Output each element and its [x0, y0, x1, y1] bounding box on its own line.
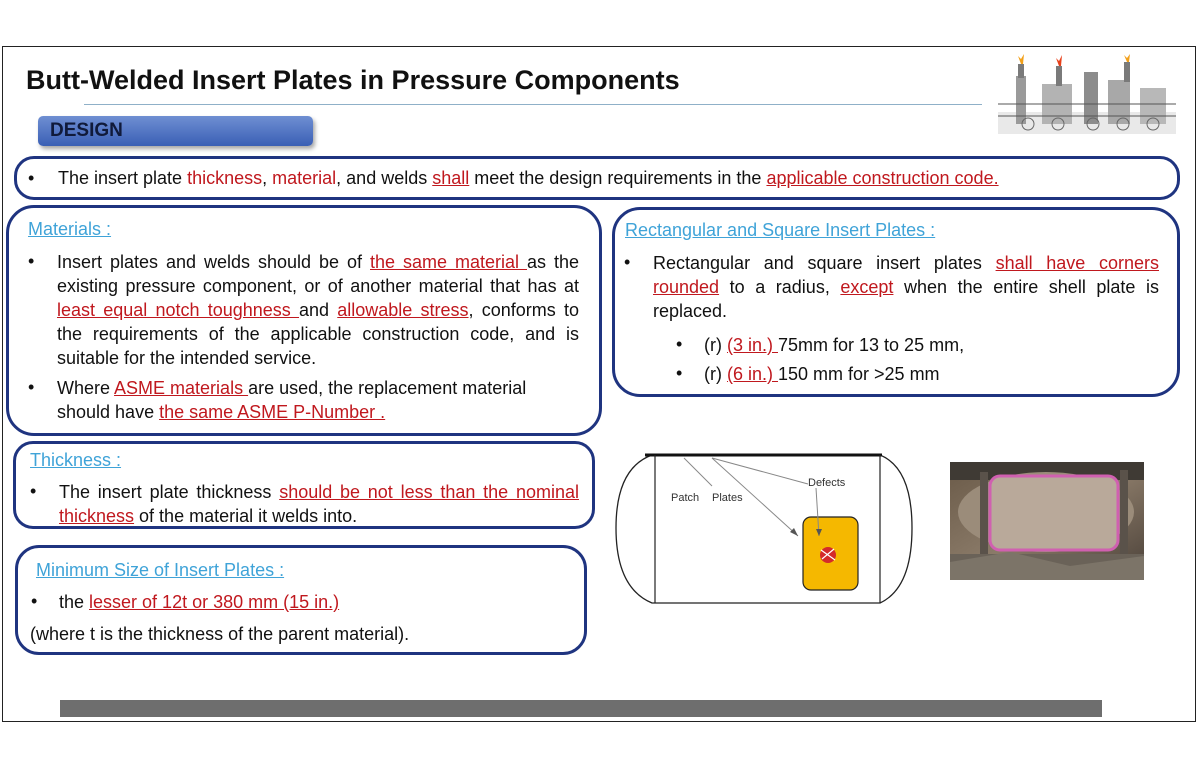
- intro-text: The insert plate thickness, material, and welds shall meet the design requirements in the applicable construction code.: [58, 168, 999, 188]
- bullet-icon: •: [28, 251, 35, 271]
- radius-item-1: (r) (3 in.) 75mm for 13 to 25 mm,: [704, 335, 965, 355]
- thickness-heading: Thickness :: [30, 450, 122, 470]
- page-title: Butt-Welded Insert Plates in Pressure Components: [26, 65, 680, 95]
- bullet-icon: •: [31, 591, 38, 611]
- minimum-size-note: (where t is the thickness of the parent material).: [30, 624, 410, 644]
- bullet-icon: •: [28, 168, 35, 188]
- refinery-icon: [998, 54, 1176, 134]
- diagram-patch-label: Patch: [671, 492, 700, 504]
- vessel-diagram: [612, 448, 914, 610]
- minimum-size-bullet: the lesser of 12t or 380 mm (15 in.): [59, 592, 340, 612]
- rectangular-heading: Rectangular and Square Insert Plates :: [625, 220, 936, 240]
- diagram-plates-label: Plates: [712, 492, 743, 504]
- materials-heading: Materials :: [28, 219, 112, 239]
- materials-bullet-1: Insert plates and welds should be of the same material as the existing pressure component, or of another material that has at least equal notch toughness and allowable stress, conforms to the requirements of the applicable construction code, and is suitable for the intended service.: [57, 252, 579, 368]
- minimum-size-heading: Minimum Size of Insert Plates :: [36, 560, 285, 580]
- thickness-bullet: The insert plate thickness should be not less than the nominal thickness of the material it welds into.: [59, 482, 579, 526]
- bullet-icon: •: [28, 377, 35, 397]
- materials-bullet-2: Where ASME materials are used, the replacement material should have the same ASME P-Number .: [57, 378, 527, 422]
- bullet-icon: •: [676, 334, 683, 354]
- rectangular-bullet-1: Rectangular and square insert plates shall have corners rounded to a radius, except when the entire shell plate is replaced.: [653, 253, 1159, 321]
- bullet-icon: •: [30, 481, 37, 501]
- footer-bar: [60, 700, 1102, 717]
- insert-plate-photo: [950, 462, 1144, 580]
- bullet-icon: •: [624, 252, 631, 272]
- diagram-defects-label: Defects: [808, 477, 846, 489]
- section-tag: DESIGN: [38, 116, 313, 146]
- radius-item-2: (r) (6 in.) 150 mm for >25 mm: [704, 364, 940, 384]
- title-divider: [84, 104, 982, 105]
- bullet-icon: •: [676, 363, 683, 383]
